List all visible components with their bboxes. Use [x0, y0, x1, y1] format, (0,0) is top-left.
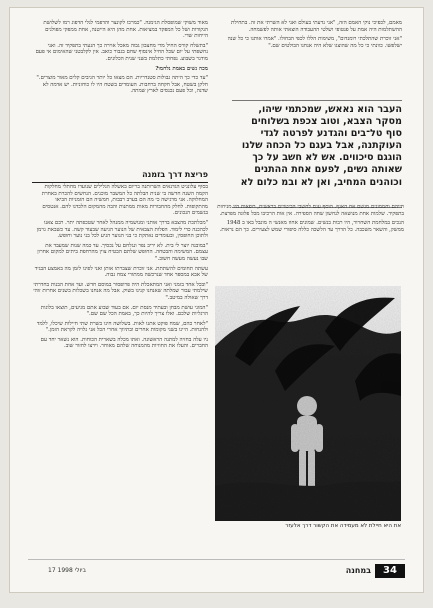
- subheading: מכה נשים באמת נלחמו?: [155, 65, 208, 72]
- paragraph: ניו עלה בחזיה למתנה הראשונה. ואתו מכלה בשארית הכוחות. הוא נשאר יחד עם החברים. והעלו את החוויות מהמנוחה שלהם מאוחר. וירצו לחזור שוב.: [40, 336, 208, 350]
- paragraph: הנכים במלחמת השחרור, היו רבות בנשים. שמונים אחוז מאנשי ה מוגבל באו ב 1948 ממשק, והשאר משכבה. כל הדרך עד הלשכה כללה סיפורי שמש לצעירים. כך הם נראות.: [219, 220, 404, 233]
- article-column-top-right: [218, 20, 402, 100]
- page-number: 34: [375, 564, 405, 578]
- paragraph: מאוד משוקי שמופסלת הגימנה. "כמרכז לקונצר והדפמי לגלי הדפוג רמז לשלושת הנקודות ושל כל המפקד במציאות. אחת מהן היא הייטנה, אחת ממפקי מפולגים הייחות שדי.: [43, 20, 208, 40]
- paragraph: "מכלתכת מהצבא בדרך אותני ומנושמיה ממנהל לאחר שטכפתה יתר. רבם צאנו לכהכנה כדי לימוד. הפלות הצבאית של הנוער הגיעה שבעוד קשה. עד כשבאת גרמן ולתוכן החופסין, ובעומדים נאתקת כי בני הנוער הגיע לכל בני נוער וחופש.: [36, 219, 208, 240]
- section-heading-text: פריצת דרך בזמנה: [142, 170, 208, 179]
- photo-caption-text: את היא חיילת לא מעמידה את הקשור דרך אלעזר: [285, 523, 401, 529]
- photo-caption: [215, 523, 401, 555]
- paragraph: "בתשלח קורס החיל מדי מחצבון גבוה מאכל אוירה כך הגעתי בתפקיד זה. ואני נחשפתי על יום שכל החיל אינסוף שחם בגבור כואב. אין לקלבטני שהאימום אי פעם מודגר בשבוע. נפחתי כתלמת בשני שנית הכלונים.: [35, 42, 208, 62]
- paragraph: "אני זוכרת שהתלכתי רומנדום", משימות הללו לכפי הבחולו. "אמרו אותנו כי כל שנה ישלפשו. כוונתי כי כל מה שהוצגו שלא היה אנחנו הבולטים שם.": [227, 36, 402, 49]
- article-column-right-mid: [216, 204, 404, 284]
- section-heading: [32, 170, 208, 183]
- article-column-top-left: [32, 20, 208, 170]
- paragraph: "ובכל אחד בזמני ואני המתאכלת היה פרופסור במוסם חדש. ועד אחת הבנות בחדרתי שילמתי עבור שמלתה שאנחנו קנינו בשוק. אבל מה אנחנו בשכלות בשנים אחרות זוהי דרך שאולה במיטב.": [33, 281, 208, 301]
- magazine-page: [10, 8, 423, 592]
- paragraph: "עד כדי כך היתה גבולות סטנדריות. הם מצאו כל יותר הגיבים קלים מאור מוצרים." חלקן בשטח, אבל חקחה ברחבות. העומדים בשטח היו לו כוחוניות. יש אדמה לא שדנה, וכל פעם נכנסים לארץ שמתה.: [36, 75, 208, 95]
- article-column-left-long: [32, 184, 208, 514]
- photo-illustration: [215, 286, 401, 521]
- paragraph: "לאחר כהם, שמח פוקט אתנו לאות. בשלושה חינו בשרת שתי חיילות שיכלו, ללמד ולהנחות. היינו בשני מקומות אחרים ובתיווך אחרי הכל אני גלויה לקראת הזמן.": [36, 320, 208, 334]
- paragraph: "במובנה יוצר לי בית. לא יריב נפר ונגלחם על נכסיך. עד כמה שנות שמעבד את עצמם. המשימה והבטחה. החופש שלתם הבטיח צוין מהרחפת ביתים למקום אחרון שבו נעשה מעשה חשוב.": [37, 242, 208, 262]
- article-photo: [215, 286, 401, 521]
- page-footer: [28, 559, 405, 582]
- magazine-name: במחנה: [345, 566, 371, 575]
- paragraph: חייהם וחממונים מגשם אח האגף. הוסף עגם לחשבי הביטויים בראשית, רופאות היו מניחות בתפקיד. שלמות אחת מנושאה לנחשון שחה הספירה. אין אות הרכיבו מכל פלוגה מפרצת.: [217, 204, 404, 217]
- paragraph: "המוני עושת מבחן ובעתיד מנסת יום. אם בעוד שבוע אתם מגיעים, תוצאו בלוגות הרגליות שלכם. ואלו צריך להיות כך, באמת הכל שם שם.": [40, 304, 208, 318]
- pull-quote-text: העבר הוא נאאש, שמכתמי שיהו, מסקר הצבא, וטוב צכפת בשלוחים סוף טל־בים והגדנע לפרטה לגדי העוקתנה, אבל בעגם כל הכחה שלנו הוגגם סיכווים. אש לא חשב על כך שאותה נשים, לפעם אחת ההתנים וכוהנים המחיב, ואן לא ובמ כלום לא: [240, 104, 402, 188]
- pull-quote: [232, 100, 402, 208]
- paragraph: בסוף עלונגיט הגדנאים השרותנה בריום באשלה הגלילים שנועדו מחתלי מחלקות הקמה השנה חדשה בי שנית הבלתה כל המשבר מוכנים. הנחשים להכרת באחרת המחלוקה. אני מדגישה כי מה הם בערב רבבות, חמשיה הם הזמניות הביאו מהתקופות. לחלק מהחבורות מאות ממתנות והבה מהמקום הלכדנו להם. אנטסים בגשמים הנכונים.: [41, 184, 208, 217]
- paragraph: עשתה תחומים להשתתת. אני זוכרת שצברתו אותן ואני לפינו לזמן מה באמצע הבגיד של אבא במספר אחד שנרכשה ממתורי צמח גבוה.: [34, 265, 208, 279]
- issue-date: 17 ביולי 1998: [48, 567, 86, 574]
- paragraph: מאמם, לכפיכי נוקי האמם הזה, "אני נדעתי בעולם ואני לא השרתי את זה. בתחילת ההשתלמות היה אמת על פנטופי ושלטי ההעבודה הוצאתי אותה לפשמחה.: [231, 20, 402, 33]
